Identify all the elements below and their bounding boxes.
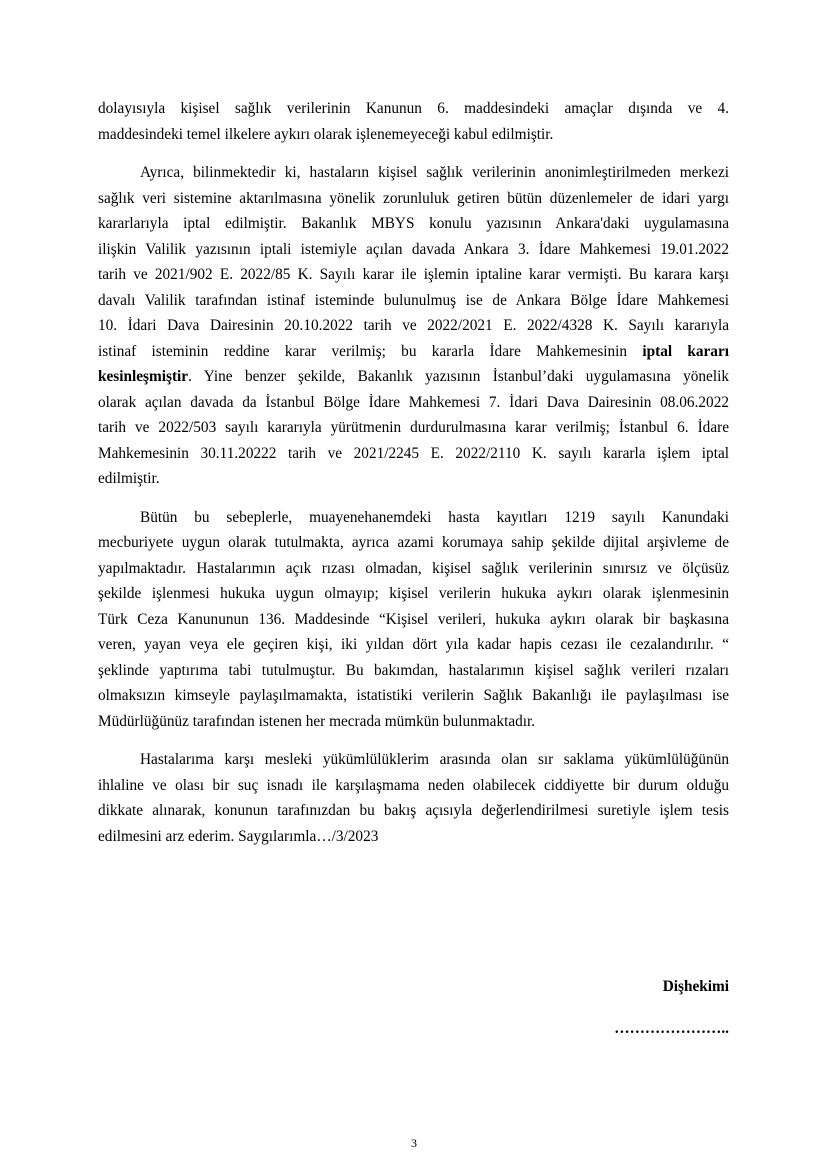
text-segment: edilmesini arz ederim. Saygılarımla…/3/2023 bbox=[98, 827, 379, 845]
text-line bbox=[98, 773, 729, 799]
text-line bbox=[98, 160, 729, 186]
paragraph-gap bbox=[98, 734, 729, 747]
text-line bbox=[98, 339, 729, 365]
text-line bbox=[98, 186, 729, 212]
text-line bbox=[98, 466, 729, 492]
text-segment: Bütün bu sebeplerle, muayenehanemdeki hasta kayıtları 1219 sayılı Kanundaki bbox=[140, 508, 729, 526]
text-segment: şekilde işlenmesi hukuka uygun olmayıp; kişisel verilerin hukuka aykırı olarak işlenmesinin bbox=[98, 585, 729, 602]
text-segment: istinaf isteminin reddine karar verilmiş; bu kararla İdare Mahkemesinin bbox=[98, 342, 643, 360]
text-segment: Mahkemesinin 30.11.20222 tarih ve 2021/2245 E. 2022/2110 K. sayılı kararla işlem iptal bbox=[98, 444, 729, 462]
paragraph bbox=[98, 96, 729, 147]
text-segment: tarih ve 2021/902 E. 2022/85 K. Sayılı karar ile işlemin iptaline karar vermişti. Bu karara karşı bbox=[98, 266, 729, 283]
text-segment: Hastalarıma karşı mesleki yükümlülüklerim arasında olan sır saklama yükümlülüğünün bbox=[140, 751, 729, 768]
text-line bbox=[98, 313, 729, 339]
paragraph bbox=[98, 160, 729, 492]
text-segment: . Yine benzer şekilde, Bakanlık yazısının İstanbul’daki uygulamasına yönelik bbox=[188, 368, 729, 385]
paragraph-gap bbox=[98, 147, 729, 160]
text-segment: Müdürlüğünüz tarafından istenen her mecrada mümkün bulunmaktadır. bbox=[98, 712, 536, 730]
text-segment: kararlarıyla iptal edilmiştir. Bakanlık MBYS konulu yazısının Ankara'daki uygulamasına bbox=[98, 215, 729, 232]
text-line bbox=[98, 581, 729, 607]
text-segment: veren, yayan veya ele geçiren kişi, iki yıldan dört yıla kadar hapis cezası ile cezalandırılır. “ bbox=[98, 636, 729, 653]
text-line bbox=[98, 709, 729, 735]
text-line bbox=[98, 441, 729, 467]
text-line bbox=[98, 211, 729, 237]
paragraph-gap bbox=[98, 492, 729, 505]
text-line bbox=[98, 364, 729, 390]
text-line bbox=[98, 632, 729, 658]
text-segment: davalı Valilik tarafından istinaf isteminde bulunulmuş ise de Ankara Bölge İdare Mahkemesi bbox=[98, 291, 729, 309]
text-segment: dolayısıyla kişisel sağlık verilerinin Kanunun 6. maddesindeki amaçlar dışında ve 4. bbox=[98, 100, 729, 117]
text-line bbox=[98, 607, 729, 633]
text-line bbox=[98, 288, 729, 314]
text-segment: sağlık veri sistemine aktarılmasına yönelik zorunluluk getiren bütün düzenlemeler de idari yargı bbox=[98, 189, 729, 207]
signature-title: Dişhekimi bbox=[662, 978, 729, 995]
document-body bbox=[98, 96, 729, 849]
text-segment: olmaksızın kimseyle paylaşılmamakta, istatistiki verilerin Sağlık Bakanlığı ile paylaşılması ise bbox=[98, 687, 729, 704]
text-segment: 10. İdari Dava Dairesinin 20.10.2022 tarih ve 2022/2021 E. 2022/4328 K. Sayılı kararıyla bbox=[98, 317, 729, 334]
text-segment: mecburiyete uygun olarak tutulmakta, ayrıca azami korumaya sahip şekilde dijital arşivleme de bbox=[98, 534, 729, 551]
text-line bbox=[98, 96, 729, 122]
text-segment: maddesindeki temel ilkelere aykırı olarak işlenemeyeceği kabul edilmiştir. bbox=[98, 125, 554, 143]
text-line bbox=[98, 798, 729, 824]
text-segment: ihlaline ve olası bir suç isnadı ile karşılaşmama neden olabilecek ciddiyette bir durum olduğu bbox=[98, 776, 729, 794]
text-segment: dikkate alınarak, konunun tarafınızdan bu bakış açısıyla değerlendirilmesi suretiyle işlem tesis bbox=[98, 802, 729, 819]
page-number: 3 bbox=[411, 1136, 417, 1150]
text-line bbox=[98, 505, 729, 531]
text-line bbox=[98, 262, 729, 288]
text-segment: edilmiştir. bbox=[98, 470, 160, 487]
paragraph bbox=[98, 747, 729, 849]
text-line bbox=[98, 530, 729, 556]
bold-text: kesinleşmiştir bbox=[98, 368, 189, 385]
text-segment: Ayrıca, bilinmektedir ki, hastaların kişisel sağlık verilerinin anonimleştirilmeden merkezi bbox=[140, 164, 729, 181]
text-line bbox=[98, 683, 729, 709]
text-segment: ilişkin Valilik yazısının iptali istemiyle açılan davada Ankara 3. İdare Mahkemesi 19.01.2022 bbox=[98, 240, 729, 258]
text-line bbox=[98, 824, 729, 850]
text-line bbox=[98, 556, 729, 582]
text-line bbox=[98, 415, 729, 441]
text-segment: olarak açılan davada da İstanbul Bölge İdare Mahkemesi 7. İdari Dava Dairesinin 08.06.2022 bbox=[98, 393, 729, 411]
bold-text: iptal kararı bbox=[642, 342, 729, 360]
text-segment: tarih ve 2022/503 sayılı kararıyla yürütmenin durdurulmasına karar verilmiş; İstanbul 6. İdare bbox=[98, 419, 729, 436]
text-segment: şeklinde yaptırıma tabi tutulmuştur. Bu bakımdan, hastalarımın kişisel sağlık verileri rızaları bbox=[98, 661, 729, 679]
text-line bbox=[98, 658, 729, 684]
text-segment: Türk Ceza Kanununun 136. Maddesinde “Kişisel verileri, hukuka aykırı olarak bir başkasına bbox=[98, 610, 729, 628]
text-line bbox=[98, 237, 729, 263]
text-line bbox=[98, 747, 729, 773]
text-segment: yapılmaktadır. Hastalarımın açık rızası olmadan, kişisel sağlık verilerinin sınırsız ve ölçüsüz bbox=[98, 559, 729, 577]
text-line bbox=[98, 122, 729, 148]
text-line bbox=[98, 390, 729, 416]
signature-name-placeholder: ………………….. bbox=[614, 1020, 729, 1037]
paragraph bbox=[98, 505, 729, 735]
